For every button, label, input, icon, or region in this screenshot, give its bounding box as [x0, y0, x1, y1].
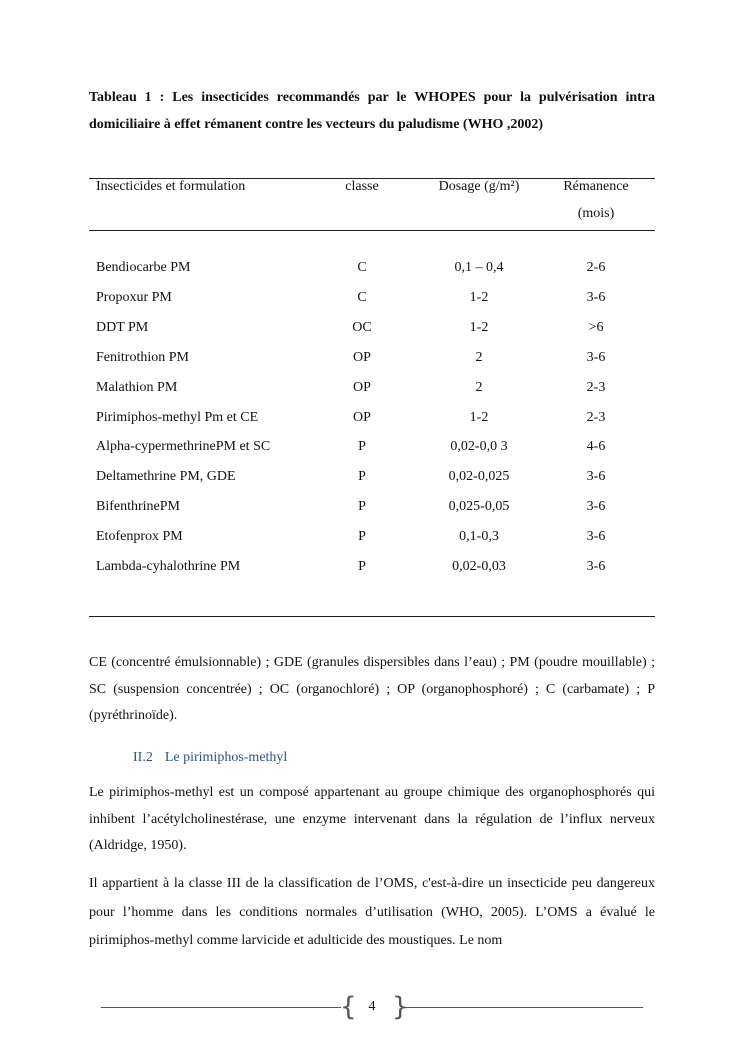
row-dosage: 0,1 – 0,4: [454, 260, 504, 275]
row-classe: P: [358, 469, 366, 485]
row-classe: OP: [353, 409, 371, 425]
row-classe: OC: [352, 319, 372, 335]
row-classe: C: [357, 289, 367, 305]
row-insecticide: Deltamethrine PM, GDE: [96, 469, 236, 485]
row-insecticide: Pirimiphos-methyl Pm et CE: [96, 409, 259, 425]
footer-rule-right: [402, 1007, 643, 1008]
row-remanence: >6: [588, 319, 604, 335]
row-insecticide: Alpha-cypermethrinePM et SC: [96, 439, 271, 455]
row-insecticide: Propoxur PM: [96, 289, 172, 305]
row-dosage: 0,02-0,0 3: [450, 439, 508, 455]
table-caption: Tableau 1 : Les insecticides recommandés par le WHOPES pour la pulvérisation intra domiciliaire à effet rémanent contre les vecteurs du paludisme (WHO ,2002): [89, 90, 655, 132]
row-insecticide: Bendiocarbe PM: [96, 260, 191, 275]
header-insecticides: Insecticides et formulation: [96, 179, 246, 194]
row-insecticide: Fenitrothion PM: [96, 349, 189, 365]
row-insecticide: Lambda-cyhalothrine PM: [96, 559, 241, 574]
row-remanence: 3-6: [586, 469, 606, 485]
row-classe: C: [357, 260, 367, 275]
row-dosage: 0,02-0,025: [448, 469, 510, 485]
row-remanence: 3-6: [586, 499, 606, 515]
row-classe: OP: [353, 379, 371, 395]
section-title: Le pirimiphos-methyl: [164, 750, 288, 765]
row-classe: OP: [353, 349, 371, 365]
row-remanence: 3-6: [586, 289, 606, 305]
row-classe: P: [358, 529, 366, 545]
abbreviations-paragraph: CE (concentré émulsionnable) ; GDE (granules dispersibles dans l’eau) ; PM (poudre mouillable) ; SC (suspension concentrée) ; OC (organochloré) ; OP (organophosphoré) ; C (carbamate) ; P (pyréthrinoïde).: [89, 655, 655, 723]
row-insecticide: BifenthrinePM: [96, 499, 180, 515]
right-brace-icon: }: [392, 992, 409, 1022]
section-number: II.2: [133, 750, 153, 765]
row-remanence: 3-6: [586, 349, 606, 365]
row-insecticide: Etofenprox PM: [96, 529, 183, 545]
footer-rule-left: [101, 1007, 341, 1008]
table-bottom-rule: [89, 616, 655, 617]
page-number: 4: [368, 999, 376, 1014]
row-classe: P: [358, 559, 366, 574]
left-brace-icon: {: [340, 992, 357, 1022]
row-dosage: 1-2: [469, 409, 489, 425]
row-remanence: 3-6: [586, 559, 606, 574]
row-remanence: 2-3: [586, 409, 606, 425]
row-dosage: 0,02-0,03: [452, 559, 506, 574]
row-insecticide: Malathion PM: [96, 379, 178, 395]
header-remanence: Rémanence (mois): [563, 179, 629, 221]
header-classe: classe: [345, 179, 379, 194]
row-classe: P: [358, 439, 366, 455]
row-dosage: 1-2: [469, 319, 489, 335]
row-remanence: 2-3: [586, 379, 606, 395]
row-insecticide: DDT PM: [96, 319, 149, 335]
section-heading: [133, 746, 287, 770]
row-remanence: 2-6: [586, 260, 606, 275]
row-dosage: 2: [475, 349, 483, 365]
row-dosage: 1-2: [469, 289, 489, 305]
row-remanence: 4-6: [586, 439, 606, 455]
row-dosage: 0,1-0,3: [459, 529, 499, 545]
body-paragraph-1: Le pirimiphos-methyl est un composé appartenant au groupe chimique des organophosphorés qui inhibent l’acétylcholinestérase, une enzyme intervenant dans la régulation de l’influx nerveux (Aldridge, 1950).: [89, 785, 655, 853]
body-paragraph-2: Il appartient à la classe III de la classification de l’OMS, c'est-à-dire un insecticide peu dangereux pour l’homme dans les conditions normales d’utilisation (WHO, 2005). L’OMS a évalué le pirimiphos-methyl comme larvicide et adulticide des moustiques. Le nom: [89, 876, 655, 948]
row-dosage: 0,025-0,05: [448, 499, 510, 515]
table-header-rule: [89, 230, 655, 231]
row-dosage: 2: [475, 379, 483, 395]
row-remanence: 3-6: [586, 529, 606, 545]
header-dosage: Dosage (g/m²): [438, 179, 520, 194]
row-classe: P: [358, 499, 366, 515]
